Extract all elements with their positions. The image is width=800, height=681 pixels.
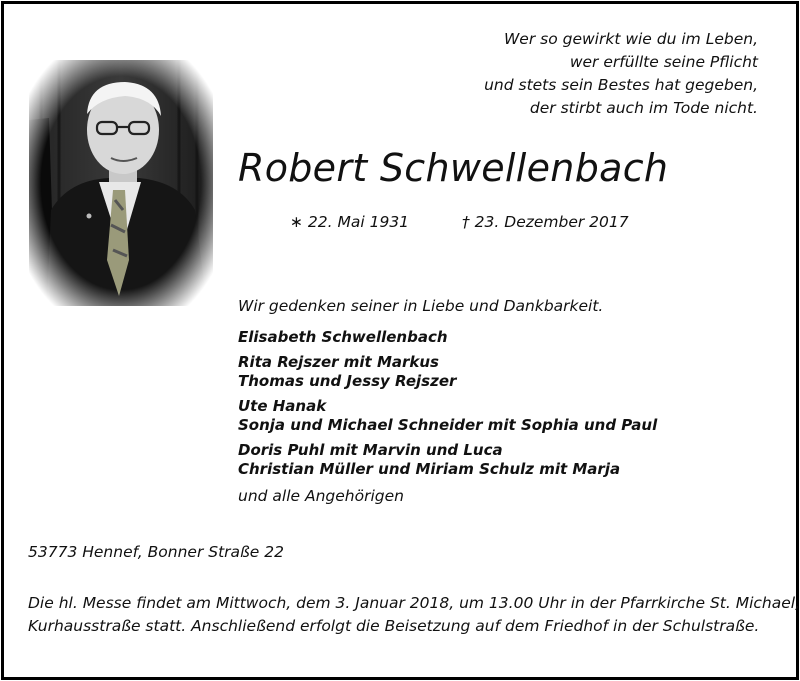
poem-line: Wer so gewirkt wie du im Leben, (503, 30, 758, 48)
mourner-line: Doris Puhl mit Marvin und Luca (238, 441, 503, 459)
notice-line: Die hl. Messe findet am Mittwoch, dem 3. Januar 2018, um 13.00 Uhr in der Pfarrkirche St. Michael, (28, 594, 800, 612)
mourners-list (238, 328, 657, 485)
notice-line: Kurhausstraße statt. Anschließend erfolgt die Beisetzung auf dem Friedhof in der Schulstraße. (28, 617, 760, 635)
deceased-name: Robert Schwellenbach (238, 146, 669, 190)
memorial-poem (484, 28, 758, 120)
death-date: † 23. Dezember 2017 (462, 213, 629, 231)
mourner-line: Sonja und Michael Schneider mit Sophia und Paul (238, 416, 658, 434)
mourner-line: Thomas und Jessy Rejszer (238, 372, 457, 390)
mourner-group (238, 328, 657, 347)
birth-date: ∗ 22. Mai 1931 (290, 213, 410, 231)
mourner-group (238, 441, 657, 479)
portrait-image (29, 60, 213, 306)
mourner-group (238, 397, 657, 435)
mourner-line: Ute Hanak (238, 397, 327, 415)
other-relatives: und alle Angehörigen (238, 487, 404, 505)
poem-line: wer erfüllte seine Pflicht (569, 53, 758, 71)
poem-line: der stirbt auch im Tode nicht. (529, 99, 758, 117)
poem-line: und stets sein Bestes hat gegeben, (484, 76, 758, 94)
family-address: 53773 Hennef, Bonner Straße 22 (28, 543, 284, 561)
portrait-photo (29, 60, 213, 306)
mourner-group (238, 353, 657, 391)
mourning-intro: Wir gedenken seiner in Liebe und Dankbarkeit. (238, 297, 604, 315)
mourner-line: Rita Rejszer mit Markus (238, 353, 439, 371)
mourner-line: Christian Müller und Miriam Schulz mit Marja (238, 460, 621, 478)
mourner-line: Elisabeth Schwellenbach (238, 328, 448, 346)
funeral-notice (28, 592, 800, 638)
